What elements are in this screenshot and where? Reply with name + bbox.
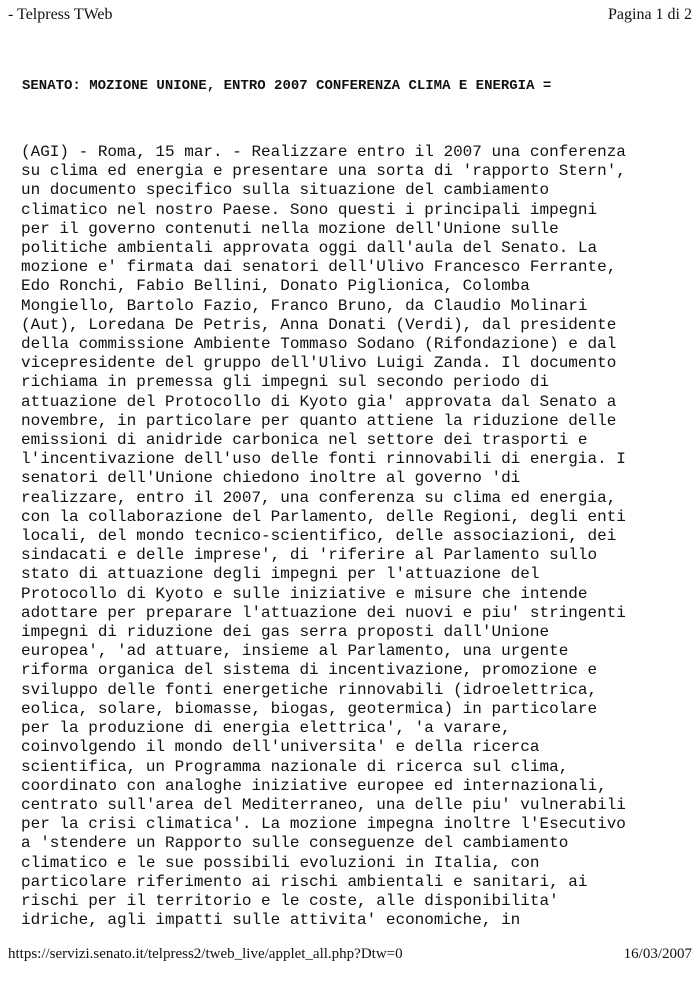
article-line: per la produzione di energia elettrica', 'a varare,: [21, 719, 511, 738]
page-indicator: Pagina 1 di 2: [608, 6, 692, 23]
print-date: 16/03/2007: [623, 946, 692, 962]
article-line: politiche ambientali approvata oggi dall'aula del Senato. La: [21, 239, 598, 258]
article-line: su clima ed energia e presentare una sorta di 'rapporto Stern',: [21, 162, 626, 181]
article-line: coordinato con analoghe iniziative europee ed internazionali,: [21, 776, 607, 795]
article-line: realizzare, entro il 2007, una conferenza su clima ed energia,: [21, 488, 617, 507]
article-body: [21, 143, 691, 930]
article-line: con la collaborazione del Parlamento, delle Regioni, degli enti: [21, 507, 626, 526]
article-line: riforma organica del sistema di incentivazione, promozione e: [21, 661, 598, 680]
article-line: per il governo contenuti nella mozione dell'Unione sulle: [21, 219, 559, 238]
article-line: impegni di riduzione dei gas serra proposti dall'Unione: [21, 623, 550, 642]
article-line: vicepresidente del gruppo dell'Ulivo Luigi Zanda. Il documento: [21, 354, 617, 373]
article-line: (Aut), Loredana De Petris, Anna Donati (Verdi), dal presidente: [21, 315, 617, 334]
article-line: un documento specifico sulla situazione del cambiamento: [21, 181, 550, 200]
article-line: centrato sull'area del Mediterraneo, una delle piu' vulnerabili: [21, 795, 626, 814]
article-line: climatico nel nostro Paese. Sono questi i principali impegni: [21, 200, 598, 219]
article-line: novembre, in particolare per quanto attiene la riduzione delle: [21, 411, 617, 430]
app-title: - Telpress TWeb: [8, 6, 113, 23]
article-line: coinvolgendo il mondo dell'universita' e della ricerca: [21, 738, 540, 757]
article-line: (AGI) - Roma, 15 mar. - Realizzare entro il 2007 una conferenza: [21, 143, 626, 161]
article-line: rischi per il territorio e le coste, alle disponibilita': [21, 891, 559, 910]
page-url: https://servizi.senato.it/telpress2/tweb_live/applet_all.php?Dtw=0: [8, 946, 403, 962]
article-line: locali, del mondo tecnico-scientifico, delle associazioni, dei: [21, 527, 617, 546]
article-line: della commissione Ambiente Tommaso Sodano (Rifondazione) e dal: [21, 335, 617, 354]
article-line: stato di attuazione degli impegni per l'attuazione del: [21, 565, 540, 584]
article-line: mozione e' firmata dai senatori dell'Ulivo Francesco Ferrante,: [21, 258, 617, 277]
article-line: Protocollo di Kyoto e sulle iniziative e misure che intende: [21, 584, 588, 603]
article-headline: SENATO: MOZIONE UNIONE, ENTRO 2007 CONFERENZA CLIMA E ENERGIA =: [22, 78, 552, 94]
article-line: idriche, agli impatti sulle attivita' economiche, in: [21, 911, 521, 930]
article-line: a 'stendere un Rapporto sulle conseguenze del cambiamento: [21, 834, 569, 853]
article-line: emissioni di anidride carbonica nel settore dei trasporti e: [21, 431, 588, 450]
article-line: Mongiello, Bartolo Fazio, Franco Bruno, da Claudio Molinari: [21, 296, 588, 315]
article-line: sindacati e delle imprese', di 'riferire al Parlamento sullo: [21, 546, 598, 565]
article-line: l'incentivazione dell'uso delle fonti rinnovabili di energia. I: [21, 450, 626, 469]
article-line: eolica, solare, biomasse, biogas, geotermica) in particolare: [21, 699, 598, 718]
article-line: richiama in premessa gli impegni sul secondo periodo di: [21, 373, 550, 392]
article-line: per la crisi climatica'. La mozione impegna inoltre l'Esecutivo: [21, 815, 626, 834]
article-line: europea', 'ad attuare, insieme al Parlamento, una urgente: [21, 642, 569, 661]
article-line: Edo Ronchi, Fabio Bellini, Donato Piglionica, Colomba: [21, 277, 530, 296]
article-line: sviluppo delle fonti energetiche rinnovabili (idroelettrica,: [21, 680, 598, 699]
article-line: senatori dell'Unione chiedono inoltre al governo 'di: [21, 469, 521, 488]
article-line: attuazione del Protocollo di Kyoto gia' approvata dal Senato a: [21, 392, 617, 411]
article-line: particolare riferimento ai rischi ambientali e sanitari, ai: [21, 872, 588, 891]
article-line: scientifica, un Programma nazionale di ricerca sul clima,: [21, 757, 569, 776]
article-line: climatico e le sue possibili evoluzioni in Italia, con: [21, 853, 540, 872]
article-line: adottare per preparare l'attuazione dei nuovi e piu' stringenti: [21, 603, 626, 622]
